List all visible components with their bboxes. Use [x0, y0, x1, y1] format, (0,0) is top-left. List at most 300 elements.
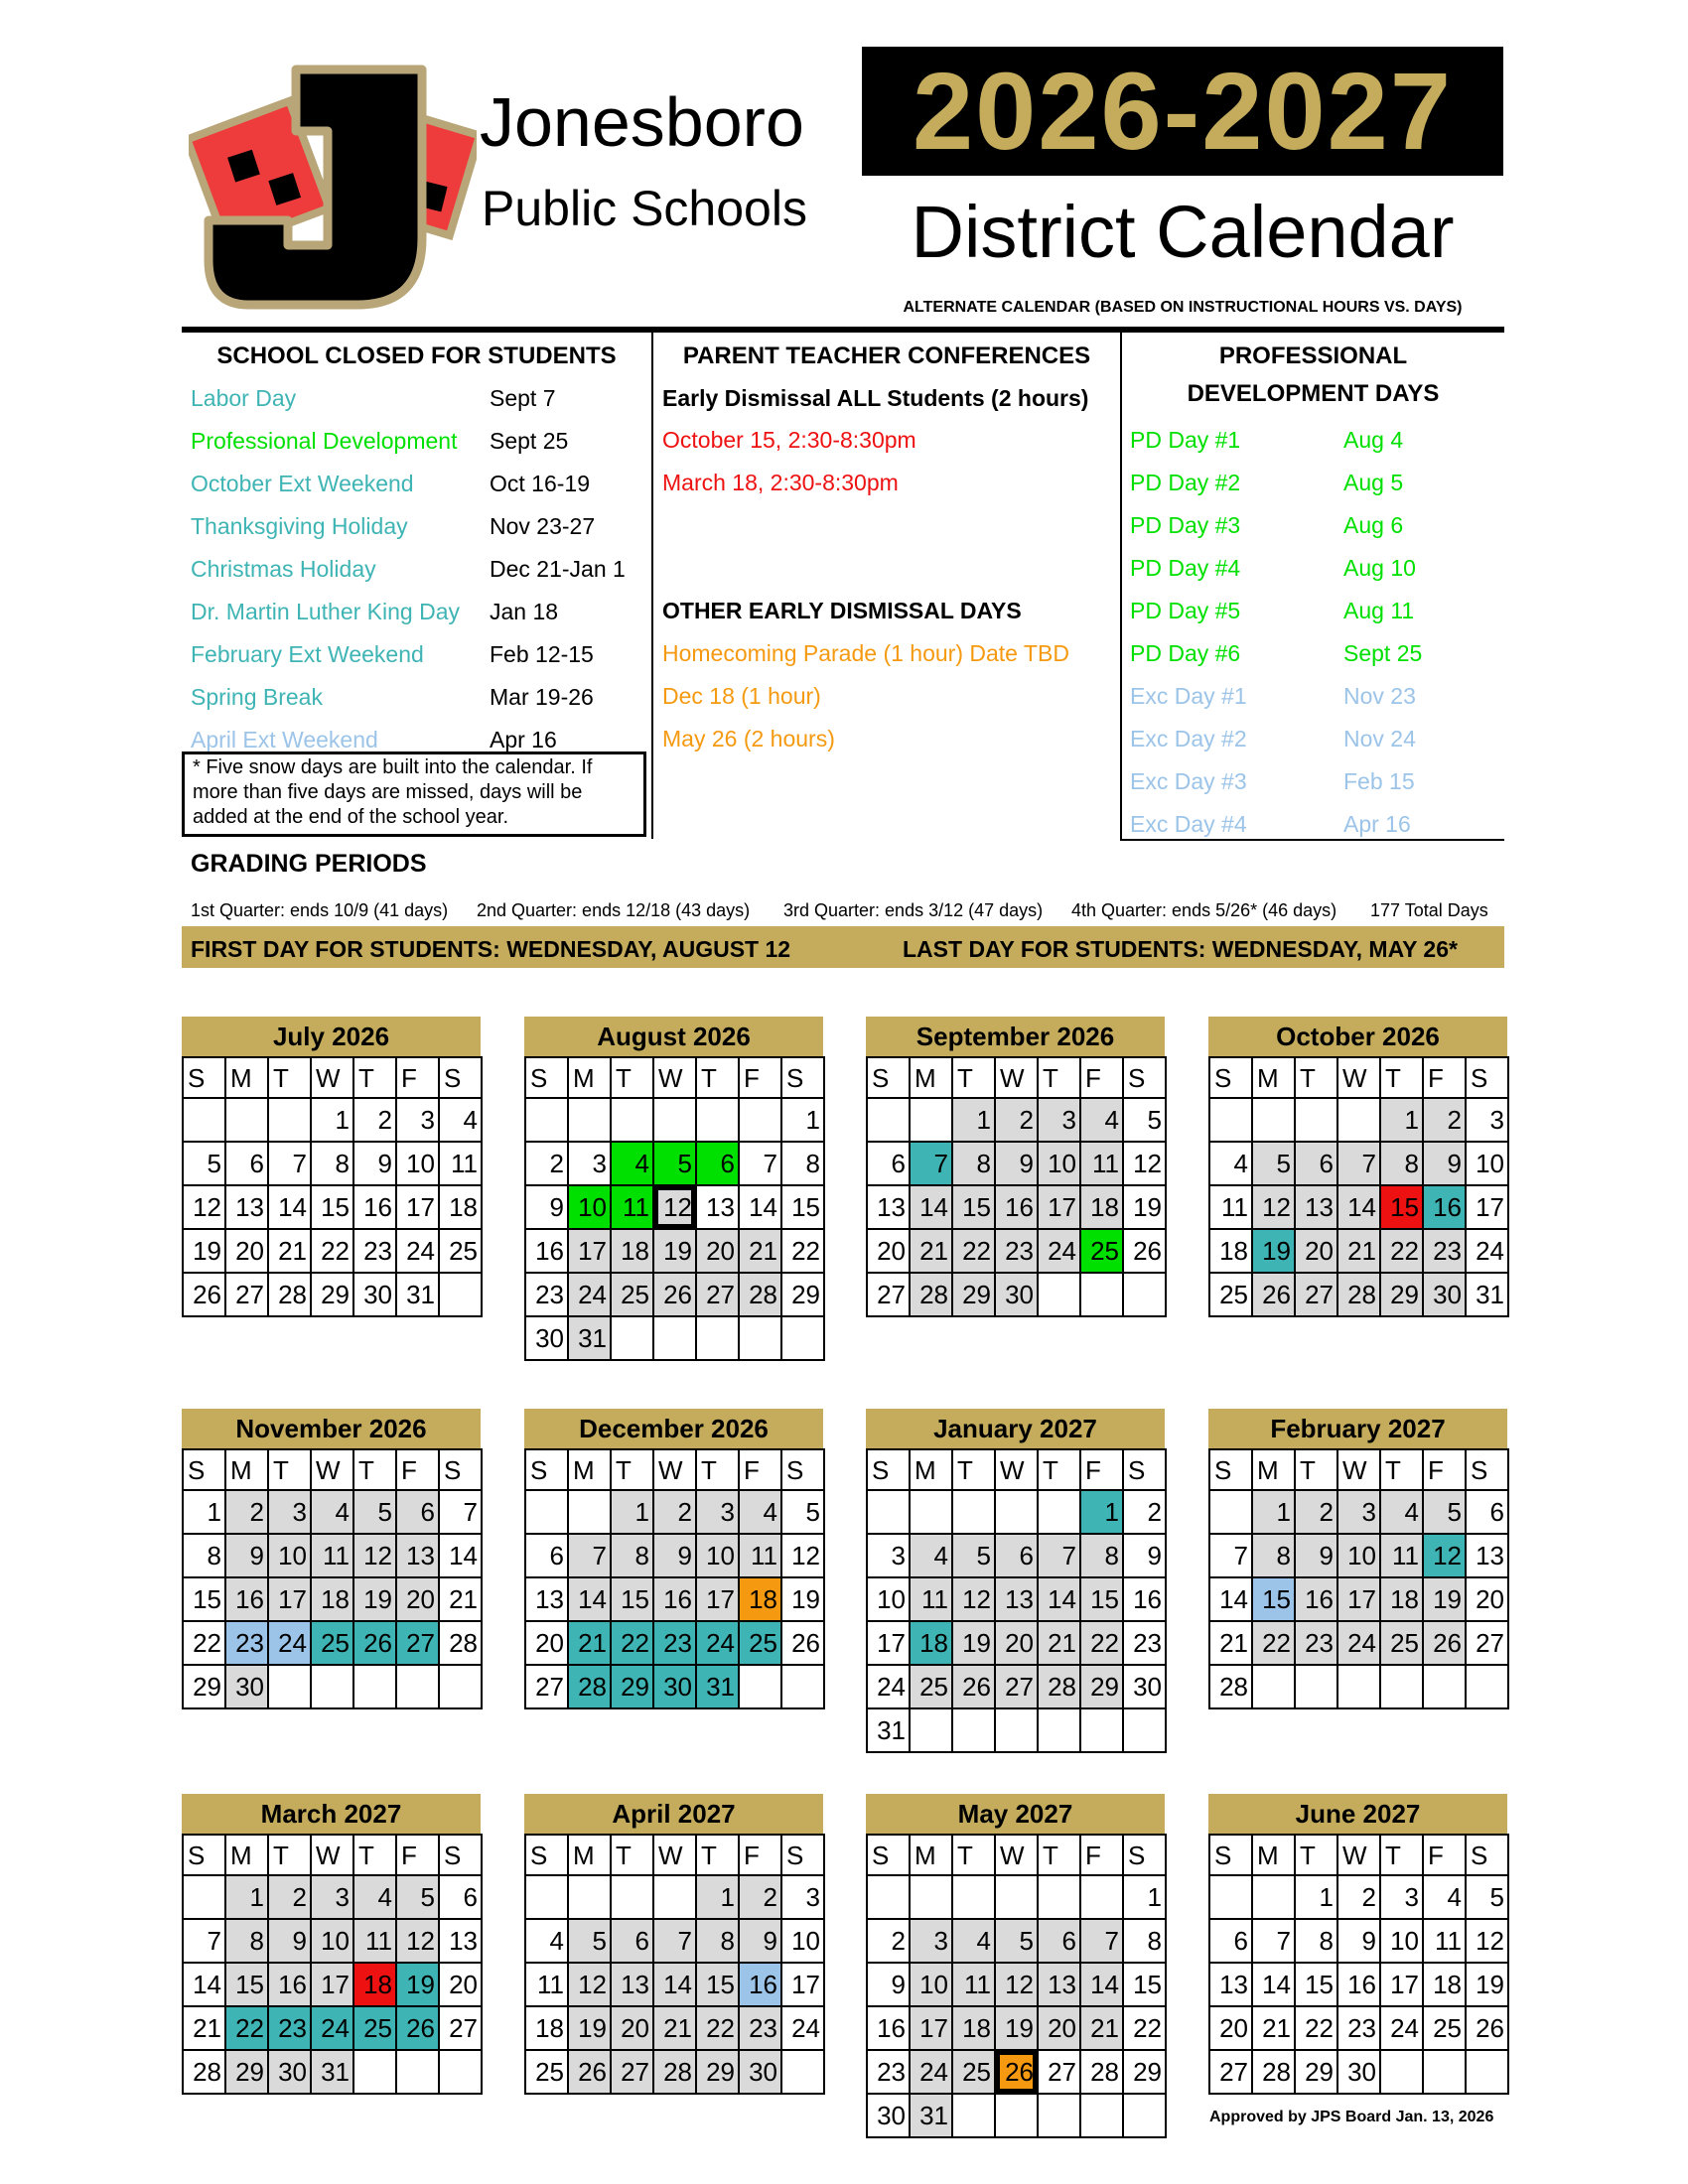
calendar-day: 13 [225, 1185, 268, 1229]
calendar-day: 15 [1295, 1963, 1337, 2006]
calendar-empty-cell [311, 1665, 353, 1708]
month-title: September 2026 [866, 1017, 1165, 1056]
weekday-label: S [525, 1835, 568, 1875]
school-year: 2026-2027 [912, 50, 1454, 173]
calendar-day: 12 [995, 1963, 1038, 2006]
pd-item-date: Feb 15 [1343, 768, 1415, 794]
calendar-day: 28 [1080, 2050, 1123, 2094]
calendar-day: 1 [611, 1490, 653, 1534]
calendar-day: 27 [225, 1273, 268, 1316]
calendar-day: 17 [268, 1577, 311, 1621]
calendar-day: 4 [1423, 1875, 1466, 1919]
calendar-day: 16 [353, 1185, 396, 1229]
calendar-day: 14 [1080, 1963, 1123, 2006]
calendar-day: 9 [653, 1534, 696, 1577]
month-grid [866, 1448, 1167, 1753]
calendar-day: 26 [1423, 1621, 1466, 1665]
calendar-empty-cell [568, 1490, 611, 1534]
calendar-day: 28 [910, 1273, 952, 1316]
weekday-label: T [268, 1449, 311, 1490]
weekday-label: T [1380, 1835, 1423, 1875]
calendar-empty-cell [739, 1316, 781, 1360]
weekday-label: T [1038, 1449, 1080, 1490]
calendar-day: 10 [867, 1577, 910, 1621]
calendar-day: 25 [1209, 1273, 1252, 1316]
early-dismissal-item: Dec 18 (1 hour) [662, 683, 821, 709]
calendar-day: 14 [1038, 1577, 1080, 1621]
month-grid [866, 1056, 1167, 1317]
calendar-empty-cell [781, 1316, 824, 1360]
calendar-day: 2 [268, 1875, 311, 1919]
calendar-day: 14 [653, 1963, 696, 2006]
calendar-day: 16 [1123, 1577, 1166, 1621]
weekday-label: S [1466, 1449, 1508, 1490]
calendar-day: 29 [183, 1665, 225, 1708]
calendar-day: 13 [1209, 1963, 1252, 2006]
month-grid [1208, 1448, 1509, 1709]
calendar-day: 10 [568, 1185, 611, 1229]
calendar-day: 16 [995, 1185, 1038, 1229]
pd-item-date: Aug 11 [1343, 598, 1415, 623]
calendar-day: 17 [1337, 1577, 1380, 1621]
calendar-day: 5 [568, 1919, 611, 1963]
snow-day-note: * Five snow days are built into the calendar. If more than five days are missed, days will be added at the end of the school year. [182, 751, 646, 837]
calendar-day: 29 [952, 1273, 995, 1316]
calendar-day: 6 [525, 1534, 568, 1577]
calendar-day: 23 [1123, 1621, 1166, 1665]
month-grid [524, 1834, 825, 2095]
weekday-label: T [1380, 1057, 1423, 1098]
calendar-day: 15 [611, 1577, 653, 1621]
calendar-day: 15 [781, 1185, 824, 1229]
calendar-day: 20 [1295, 1229, 1337, 1273]
calendar-day: 31 [568, 1316, 611, 1360]
weekday-label: M [1252, 1835, 1295, 1875]
calendar-day: 11 [353, 1919, 396, 1963]
calendar-day: 29 [781, 1273, 824, 1316]
calendar-day: 6 [439, 1875, 482, 1919]
calendar-day: 26 [781, 1621, 824, 1665]
calendar-day: 16 [739, 1963, 781, 2006]
calendar-day: 8 [311, 1142, 353, 1185]
calendar-day: 19 [183, 1229, 225, 1273]
calendar-empty-cell [1080, 1708, 1123, 1752]
calendar-day: 13 [867, 1185, 910, 1229]
calendar-day: 30 [1123, 1665, 1166, 1708]
calendar-empty-cell [653, 1316, 696, 1360]
calendar-day: 14 [183, 1963, 225, 2006]
calendar-day: 3 [568, 1142, 611, 1185]
calendar-empty-cell [1080, 1273, 1123, 1316]
weekday-label: S [867, 1057, 910, 1098]
calendar-day: 17 [1380, 1963, 1423, 2006]
calendar-day: 16 [1295, 1577, 1337, 1621]
calendar-day: 9 [1423, 1142, 1466, 1185]
month-calendar [866, 1409, 1165, 1753]
calendar-day: 24 [1337, 1621, 1380, 1665]
calendar-empty-cell [995, 1490, 1038, 1534]
calendar-day: 18 [910, 1621, 952, 1665]
calendar-day: 20 [995, 1621, 1038, 1665]
month-calendar [866, 1017, 1165, 1317]
calendar-day: 16 [268, 1963, 311, 2006]
closed-item-date: Apr 16 [490, 727, 557, 752]
calendar-day: 30 [867, 2094, 910, 2137]
calendar-day: 14 [439, 1534, 482, 1577]
calendar-day: 1 [225, 1875, 268, 1919]
calendar-day: 19 [995, 2006, 1038, 2050]
calendar-day: 16 [653, 1577, 696, 1621]
year-banner [862, 47, 1503, 176]
calendar-empty-cell [1252, 1875, 1295, 1919]
weekday-label: M [910, 1835, 952, 1875]
weekday-label: T [268, 1057, 311, 1098]
calendar-day: 4 [525, 1919, 568, 1963]
calendar-day: 31 [696, 1665, 739, 1708]
month-calendar [524, 1794, 823, 2095]
calendar-day: 28 [268, 1273, 311, 1316]
calendar-day: 2 [739, 1875, 781, 1919]
calendar-empty-cell [867, 1098, 910, 1142]
calendar-day: 8 [1252, 1534, 1295, 1577]
calendar-empty-cell [1466, 2050, 1508, 2094]
calendar-day: 31 [396, 1273, 439, 1316]
calendar-day: 26 [952, 1665, 995, 1708]
calendar-empty-cell [611, 1316, 653, 1360]
weekday-label: S [439, 1449, 482, 1490]
calendar-day: 15 [696, 1963, 739, 2006]
calendar-day: 2 [653, 1490, 696, 1534]
calendar-day: 3 [781, 1875, 824, 1919]
closed-item-label: Thanksgiving Holiday [191, 513, 408, 539]
calendar-day: 27 [1466, 1621, 1508, 1665]
calendar-day: 12 [1423, 1534, 1466, 1577]
calendar-day: 26 [653, 1273, 696, 1316]
calendar-day: 15 [1123, 1963, 1166, 2006]
calendar-day: 9 [268, 1919, 311, 1963]
calendar-day: 3 [268, 1490, 311, 1534]
calendar-day: 24 [1466, 1229, 1508, 1273]
calendar-empty-cell [268, 1665, 311, 1708]
calendar-day: 8 [1123, 1919, 1166, 1963]
calendar-day: 12 [353, 1534, 396, 1577]
weekday-label: T [952, 1449, 995, 1490]
calendar-day: 25 [439, 1229, 482, 1273]
closed-item-label: April Ext Weekend [191, 727, 378, 752]
calendar-empty-cell [1123, 1708, 1166, 1752]
weekday-label: W [995, 1057, 1038, 1098]
calendar-day: 3 [1380, 1875, 1423, 1919]
calendar-day: 10 [311, 1919, 353, 1963]
calendar-day: 26 [1123, 1229, 1166, 1273]
calendar-day: 23 [525, 1273, 568, 1316]
calendar-day: 9 [525, 1185, 568, 1229]
calendar-empty-cell [653, 1098, 696, 1142]
calendar-day: 20 [439, 1963, 482, 2006]
calendar-day: 6 [225, 1142, 268, 1185]
calendar-day: 13 [396, 1534, 439, 1577]
weekday-label: W [653, 1057, 696, 1098]
calendar-day: 19 [952, 1621, 995, 1665]
calendar-day: 14 [568, 1577, 611, 1621]
closed-item-label: Spring Break [191, 684, 323, 710]
calendar-day: 12 [183, 1185, 225, 1229]
calendar-day: 7 [268, 1142, 311, 1185]
calendar-day: 3 [311, 1875, 353, 1919]
calendar-day: 13 [995, 1577, 1038, 1621]
calendar-day: 28 [568, 1665, 611, 1708]
calendar-empty-cell [1337, 1665, 1380, 1708]
other-dismissal-heading: OTHER EARLY DISMISSAL DAYS [662, 598, 1022, 623]
month-title: July 2026 [182, 1017, 481, 1056]
calendar-empty-cell [525, 1098, 568, 1142]
calendar-day: 7 [1252, 1919, 1295, 1963]
calendar-empty-cell [867, 1490, 910, 1534]
weekday-label: S [1123, 1057, 1166, 1098]
calendar-day: 7 [1337, 1142, 1380, 1185]
calendar-day: 9 [995, 1142, 1038, 1185]
pd-item-label: PD Day #1 [1130, 427, 1241, 453]
calendar-day: 19 [568, 2006, 611, 2050]
pd-item-label: Exc Day #1 [1130, 683, 1247, 709]
calendar-day: 23 [739, 2006, 781, 2050]
closed-item-date: Jan 18 [490, 599, 559, 624]
month-grid [524, 1056, 825, 1361]
calendar-day: 28 [183, 2050, 225, 2094]
calendar-day: 23 [353, 1229, 396, 1273]
calendar-day: 26 [353, 1621, 396, 1665]
calendar-day: 30 [525, 1316, 568, 1360]
calendar-day: 19 [1123, 1185, 1166, 1229]
weekday-label: S [1123, 1449, 1166, 1490]
closed-item-date: Sept 25 [490, 428, 569, 454]
calendar-day: 24 [311, 2006, 353, 2050]
weekday-label: F [1080, 1449, 1123, 1490]
calendar-day: 21 [1080, 2006, 1123, 2050]
calendar-day: 17 [396, 1185, 439, 1229]
calendar-day: 23 [268, 2006, 311, 2050]
weekday-label: S [781, 1835, 824, 1875]
calendar-day: 18 [1423, 1963, 1466, 2006]
pd-heading-line1: PROFESSIONAL [1218, 342, 1408, 369]
calendar-empty-cell [952, 1708, 995, 1752]
calendar-day: 31 [910, 2094, 952, 2137]
calendar-day: 22 [1295, 2006, 1337, 2050]
conference-date: October 15, 2:30-8:30pm [662, 427, 916, 453]
calendar-day: 24 [867, 1665, 910, 1708]
weekday-label: W [1337, 1835, 1380, 1875]
calendar-day: 3 [1337, 1490, 1380, 1534]
calendar-day: 17 [781, 1963, 824, 2006]
calendar-day: 15 [952, 1185, 995, 1229]
calendar-day: 1 [1080, 1490, 1123, 1534]
calendar-empty-cell [739, 1098, 781, 1142]
calendar-day: 17 [696, 1577, 739, 1621]
calendar-day: 2 [1123, 1490, 1166, 1534]
month-grid [182, 1056, 483, 1317]
weekday-label: T [1295, 1057, 1337, 1098]
calendar-day: 30 [353, 1273, 396, 1316]
approval-note: Approved by JPS Board Jan. 13, 2026 [1209, 2109, 1494, 2125]
calendar-day: 7 [1209, 1534, 1252, 1577]
calendar-day: 9 [353, 1142, 396, 1185]
weekday-label: F [739, 1449, 781, 1490]
calendar-day: 20 [611, 2006, 653, 2050]
calendar-empty-cell [1466, 1665, 1508, 1708]
calendar-day: 29 [1080, 1665, 1123, 1708]
calendar-empty-cell [439, 2050, 482, 2094]
calendar-day: 21 [268, 1229, 311, 1273]
calendar-day: 4 [1080, 1098, 1123, 1142]
calendar-day: 12 [396, 1919, 439, 1963]
month-calendar [524, 1017, 823, 1361]
calendar-empty-cell [1038, 1273, 1080, 1316]
calendar-day: 7 [653, 1919, 696, 1963]
calendar-day: 30 [995, 1273, 1038, 1316]
calendar-day: 10 [910, 1963, 952, 2006]
calendar-day: 18 [611, 1229, 653, 1273]
calendar-day: 29 [1123, 2050, 1166, 2094]
weekday-label: S [867, 1449, 910, 1490]
calendar-day: 1 [1252, 1490, 1295, 1534]
calendar-day: 3 [396, 1098, 439, 1142]
calendar-empty-cell [1337, 1098, 1380, 1142]
calendar-day: 25 [1380, 1621, 1423, 1665]
calendar-day: 8 [611, 1534, 653, 1577]
closed-item-date: Feb 12-15 [490, 641, 594, 667]
calendar-empty-cell [910, 1098, 952, 1142]
calendar-day: 5 [1423, 1490, 1466, 1534]
calendar-day: 13 [525, 1577, 568, 1621]
pd-item-date: Aug 5 [1343, 470, 1404, 495]
calendar-day: 18 [1380, 1577, 1423, 1621]
calendar-day: 13 [1466, 1534, 1508, 1577]
calendar-day: 25 [311, 1621, 353, 1665]
calendar-day: 3 [1466, 1098, 1508, 1142]
calendar-day: 29 [1380, 1273, 1423, 1316]
weekday-label: T [1295, 1449, 1337, 1490]
weekday-label: S [1466, 1057, 1508, 1098]
calendar-day: 1 [696, 1875, 739, 1919]
calendar-empty-cell [353, 2050, 396, 2094]
weekday-label: F [396, 1449, 439, 1490]
calendar-day: 14 [1209, 1577, 1252, 1621]
calendar-day: 1 [952, 1098, 995, 1142]
pd-item-label: PD Day #3 [1130, 512, 1241, 538]
calendar-empty-cell [611, 1875, 653, 1919]
calendar-day: 24 [1038, 1229, 1080, 1273]
weekday-label: W [311, 1449, 353, 1490]
calendar-day: 1 [1295, 1875, 1337, 1919]
calendar-day: 5 [995, 1919, 1038, 1963]
calendar-day: 17 [867, 1621, 910, 1665]
closed-heading: SCHOOL CLOSED FOR STUDENTS [216, 342, 617, 369]
weekday-label: F [1080, 1835, 1123, 1875]
calendar-day: 4 [1380, 1490, 1423, 1534]
header-rule [182, 327, 1504, 333]
calendar-day: 3 [1038, 1098, 1080, 1142]
early-dismissal-item: Homecoming Parade (1 hour) Date TBD [662, 640, 1069, 666]
month-calendar [1208, 1409, 1507, 1709]
calendar-day: 7 [568, 1534, 611, 1577]
calendar-day: 10 [1380, 1919, 1423, 1963]
calendar-day: 11 [439, 1142, 482, 1185]
closed-item-label: Labor Day [191, 385, 297, 411]
calendar-empty-cell [910, 1490, 952, 1534]
month-calendar [182, 1409, 481, 1709]
column-divider [651, 333, 653, 839]
calendar-day: 23 [1423, 1229, 1466, 1273]
calendar-day: 6 [696, 1142, 739, 1185]
calendar-day: 22 [183, 1621, 225, 1665]
calendar-day: 8 [1295, 1919, 1337, 1963]
calendar-day: 13 [439, 1919, 482, 1963]
calendar-day: 25 [525, 2050, 568, 2094]
calendar-day: 18 [439, 1185, 482, 1229]
calendar-empty-cell [995, 2094, 1038, 2137]
calendar-day: 16 [225, 1577, 268, 1621]
calendar-day: 6 [396, 1490, 439, 1534]
calendar-day: 25 [1080, 1229, 1123, 1273]
calendar-day: 4 [439, 1098, 482, 1142]
weekday-label: S [1209, 1057, 1252, 1098]
calendar-day: 28 [1252, 2050, 1295, 2094]
weekday-label: F [739, 1057, 781, 1098]
weekday-label: W [995, 1449, 1038, 1490]
month-title: May 2027 [866, 1794, 1165, 1834]
calendar-day: 9 [225, 1534, 268, 1577]
month-calendar [1208, 1017, 1507, 1317]
calendar-day: 12 [952, 1577, 995, 1621]
weekday-label: T [1380, 1449, 1423, 1490]
calendar-day: 22 [611, 1621, 653, 1665]
calendar-empty-cell [1252, 1098, 1295, 1142]
pd-heading-line2: DEVELOPMENT DAYS [1187, 380, 1440, 407]
calendar-day: 2 [225, 1490, 268, 1534]
calendar-day: 7 [1080, 1919, 1123, 1963]
calendar-day: 15 [311, 1185, 353, 1229]
weekday-label: S [439, 1835, 482, 1875]
calendar-empty-cell [1038, 2094, 1080, 2137]
calendar-day: 6 [867, 1142, 910, 1185]
calendar-day: 30 [653, 1665, 696, 1708]
calendar-empty-cell [568, 1098, 611, 1142]
calendar-day: 10 [1038, 1142, 1080, 1185]
calendar-day: 8 [225, 1919, 268, 1963]
calendar-day: 8 [952, 1142, 995, 1185]
calendar-day: 2 [1295, 1490, 1337, 1534]
calendar-day: 1 [781, 1098, 824, 1142]
last-day-for-students: LAST DAY FOR STUDENTS: WEDNESDAY, MAY 26* [903, 936, 1458, 962]
calendar-day: 10 [268, 1534, 311, 1577]
calendar-day: 4 [1209, 1142, 1252, 1185]
calendar-day: 19 [1423, 1577, 1466, 1621]
calendar-empty-cell [1209, 1875, 1252, 1919]
month-title: October 2026 [1208, 1017, 1507, 1056]
calendar-day: 20 [225, 1229, 268, 1273]
pd-item-date: Aug 10 [1343, 555, 1416, 581]
calendar-day: 18 [311, 1577, 353, 1621]
calendar-day: 5 [183, 1142, 225, 1185]
alternate-calendar-note: ALTERNATE CALENDAR (BASED ON INSTRUCTIONAL HOURS VS. DAYS) [903, 299, 1463, 316]
calendar-day: 16 [867, 2006, 910, 2050]
calendar-day: 14 [1337, 1185, 1380, 1229]
grading-period: 2nd Quarter: ends 12/18 (43 days) [477, 900, 751, 920]
calendar-day: 9 [1295, 1534, 1337, 1577]
calendar-day: 5 [396, 1875, 439, 1919]
weekday-label: F [1423, 1449, 1466, 1490]
calendar-day: 29 [1295, 2050, 1337, 2094]
